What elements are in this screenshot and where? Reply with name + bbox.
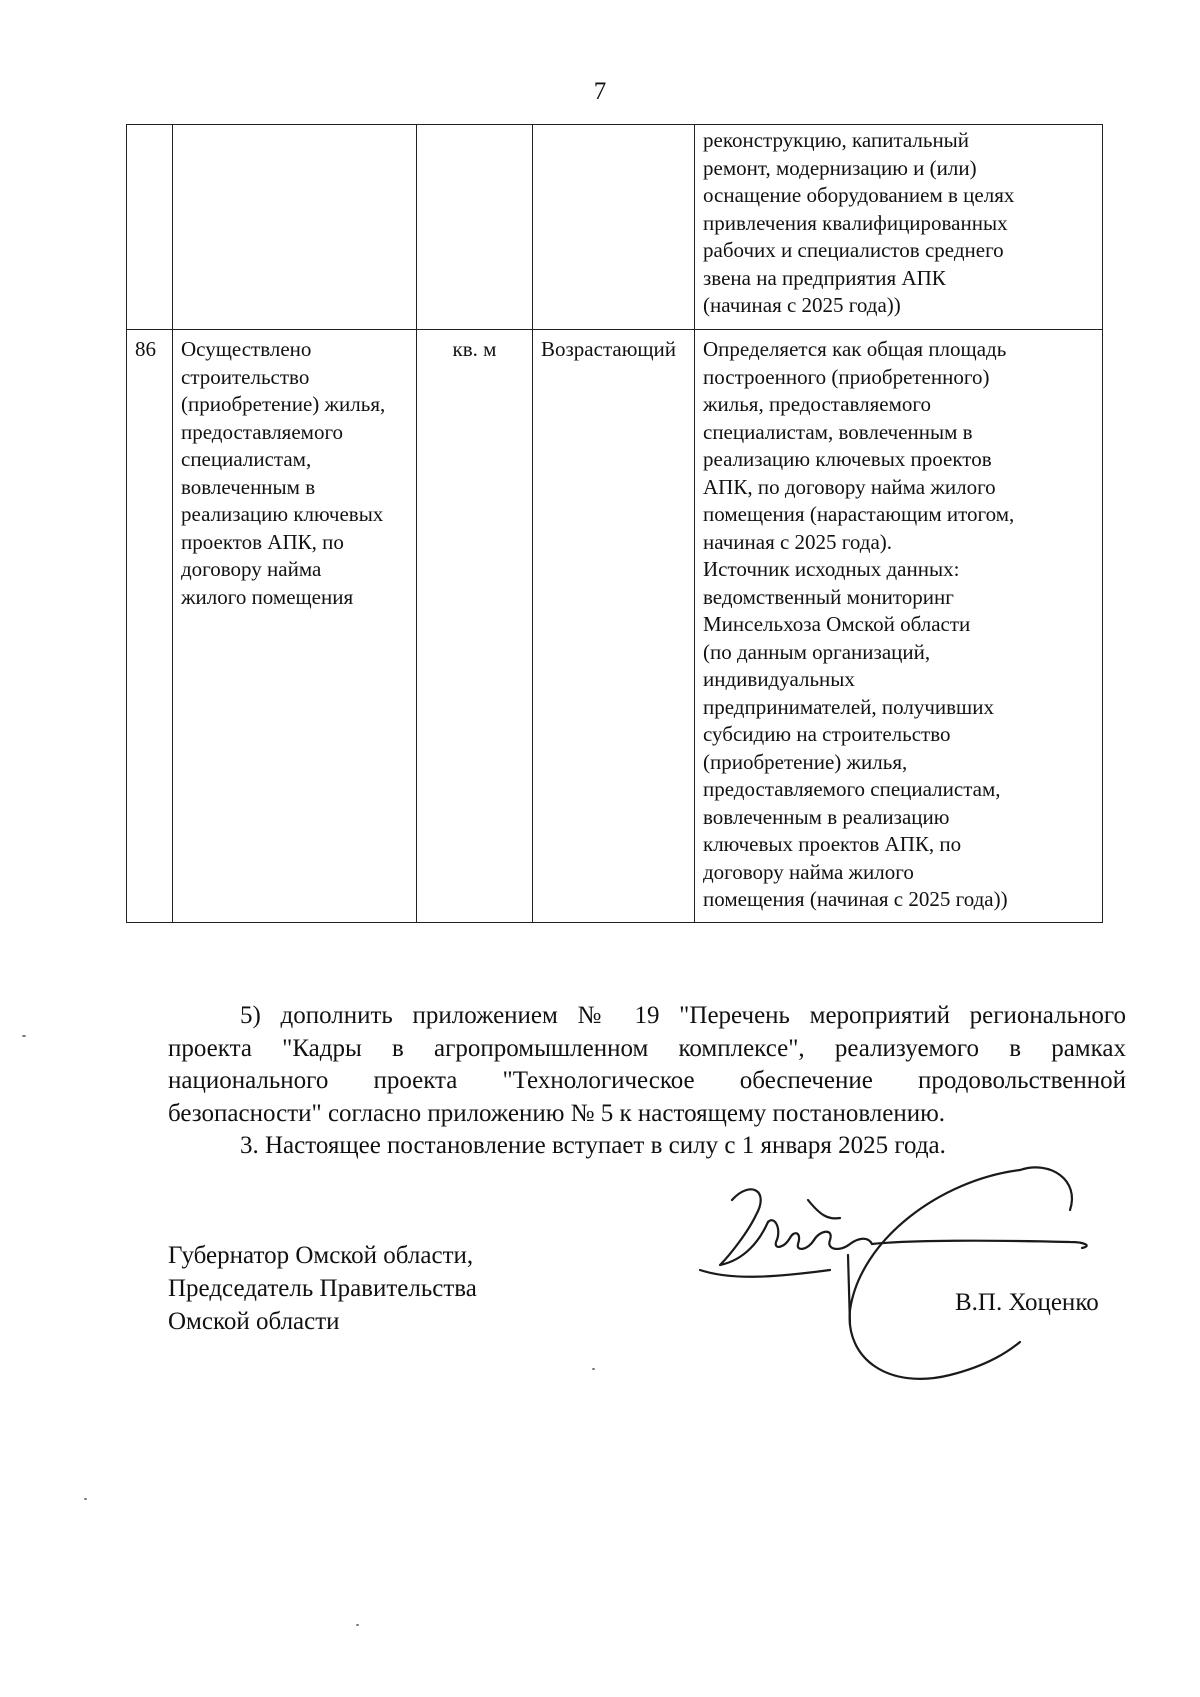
scan-speck — [592, 1368, 595, 1370]
handwritten-signature — [690, 1160, 1110, 1400]
cell-description — [695, 125, 1103, 330]
description-line: Источник исходных данных: — [703, 557, 960, 581]
description-line: ведомственный мониторинг — [703, 584, 954, 609]
description-line: Определяется как общая площадь — [703, 337, 1007, 361]
cell-unit — [417, 125, 533, 330]
description-line: жилья, предоставляемого — [703, 392, 932, 416]
name-line: реализацию ключевых — [181, 502, 384, 526]
scan-speck — [356, 1624, 359, 1626]
amendment-text — [168, 1000, 1126, 1163]
clause-5-line: национального проекта "Технологическое обеспечение продовольственной — [168, 1067, 1126, 1094]
cell-trend: Возрастающий — [533, 330, 695, 923]
description-line: индивидуальных — [703, 667, 855, 691]
cell-description — [695, 330, 1103, 923]
signatory-title-line: Председатель Правительства — [168, 1275, 477, 1302]
cell-unit: кв. м — [417, 330, 533, 923]
name-line: строительство — [181, 364, 310, 389]
description-line: помещения (начиная с 2025 года)) — [703, 887, 1008, 911]
clause-5-line: проекта "Кадры в агропромышленном комплексе", реализуемого в рамках — [168, 1034, 1126, 1062]
description-line: реконструкцию, капитальный — [703, 128, 970, 152]
description-line: привлечения квалифицированных — [703, 210, 1008, 235]
signatory-title-line: Омской области — [168, 1308, 340, 1335]
clause-5-line: безопасности" согласно приложению № 5 к настоящему постановлению. — [168, 1099, 946, 1127]
description-line: предоставляемого специалистам, — [703, 777, 1001, 801]
indicators-table — [126, 124, 1103, 923]
description-line: АПК, по договору найма жилого — [703, 474, 996, 499]
cell-number — [127, 125, 173, 330]
page-number: 7 — [593, 78, 607, 105]
name-line: жилого помещения — [181, 584, 354, 609]
signatory-name: В.П. Хоценко — [955, 1289, 1099, 1316]
description-line: предпринимателей, получивших — [703, 694, 994, 719]
clause-5-line: 5) дополнить приложением № 19 "Перечень мероприятий регионального — [240, 1002, 1126, 1029]
cell-number: 86 — [127, 330, 173, 923]
table-row-86 — [127, 330, 1103, 923]
description-line: реализацию ключевых проектов — [703, 447, 992, 471]
description-line: субсидию на строительство — [703, 722, 951, 746]
table-row-continuation — [127, 125, 1103, 330]
description-line: (начиная с 2025 года)) — [703, 293, 901, 317]
cell-trend — [533, 125, 695, 330]
description-line: начиная с 2025 года). — [703, 529, 893, 554]
description-line: специалистам, вовлеченным в — [703, 419, 973, 444]
description-line: помещения (нарастающим итогом, — [703, 502, 1015, 526]
cell-name — [173, 330, 417, 923]
signatory-title — [168, 1239, 477, 1338]
description-line: Минсельхоза Омской области — [703, 612, 971, 636]
description-line: вовлеченным в реализацию — [703, 804, 950, 829]
scan-speck — [84, 1498, 87, 1500]
name-line: предоставляемого — [181, 419, 344, 444]
description-line: договору найма жилого — [703, 859, 914, 884]
description-line: построенного (приобретенного) — [703, 364, 990, 389]
name-line: проектов АПК, по — [181, 529, 344, 554]
scan-speck — [22, 1035, 26, 1037]
clause-3: 3. Настоящее постановление вступает в силу с 1 января 2025 года. — [240, 1132, 946, 1159]
description-line: звена на предприятия АПК — [703, 265, 946, 290]
name-line: специалистам, — [181, 447, 312, 471]
cell-name — [173, 125, 417, 330]
description-line: (по данным организаций, — [703, 639, 931, 664]
signatory-title-line: Губернатор Омской области, — [168, 1242, 474, 1269]
description-line: рабочих и специалистов среднего — [703, 238, 1004, 262]
name-line: (приобретение) жилья, — [181, 392, 386, 416]
name-line: вовлеченным в — [181, 474, 316, 499]
description-line: (приобретение) жилья, — [703, 749, 908, 774]
description-line: ключевых проектов АПК, по — [703, 832, 962, 856]
name-line: Осуществлено — [181, 337, 312, 361]
description-line: ремонт, модернизацию и (или) — [703, 155, 977, 180]
name-line: договору найма — [181, 557, 322, 581]
description-line: оснащение оборудованием в целях — [703, 183, 1015, 207]
